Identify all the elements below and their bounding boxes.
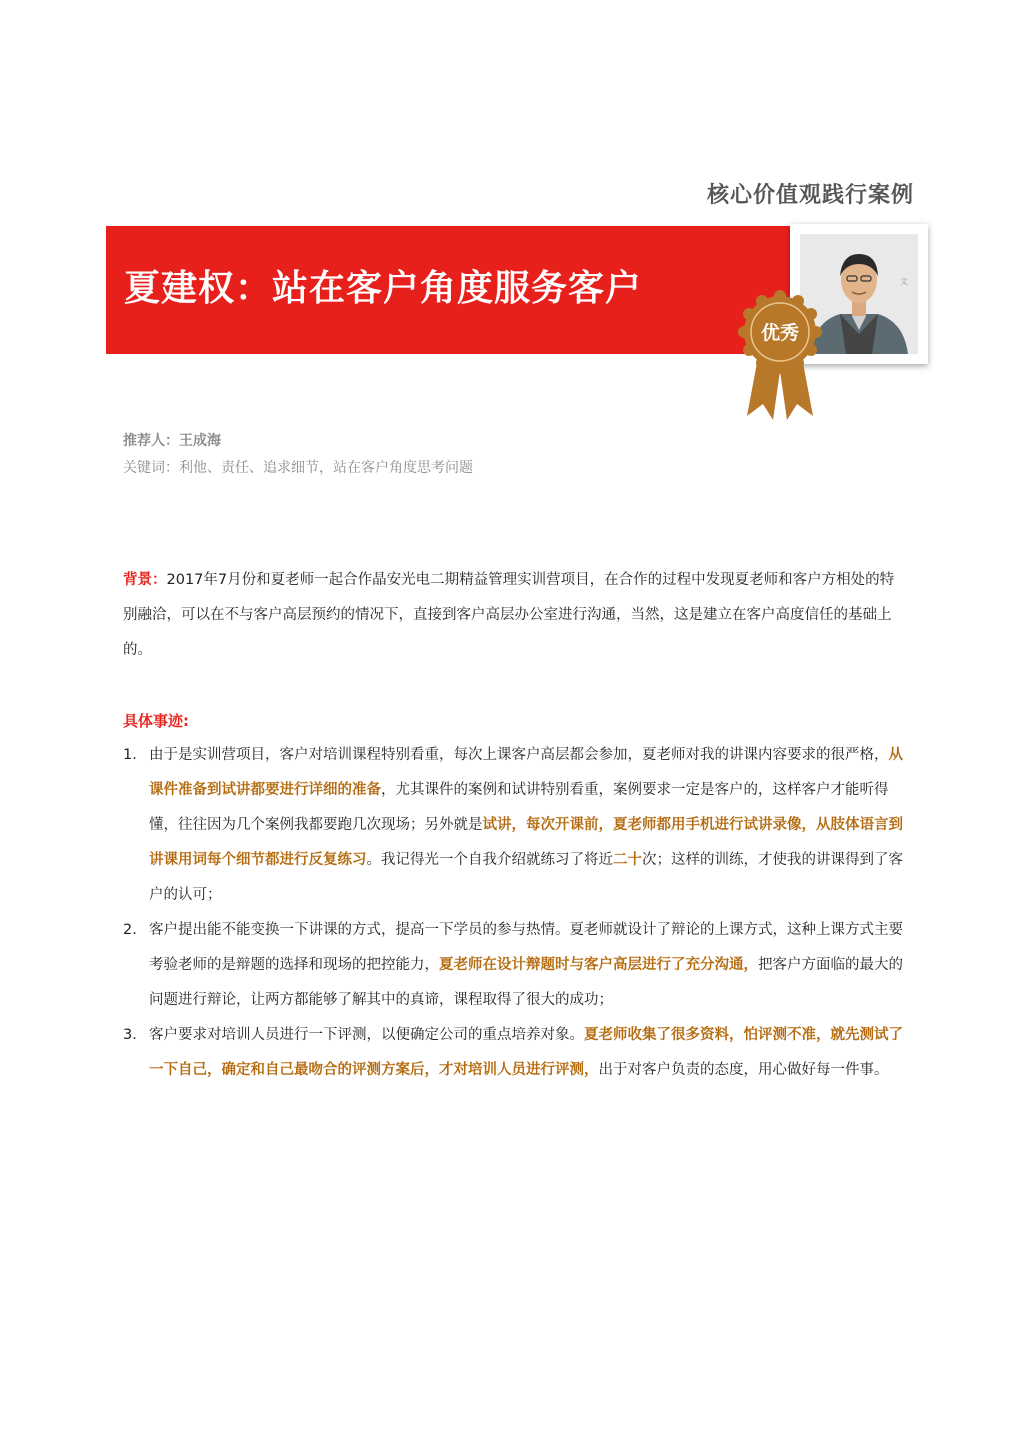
item-text: ，尤其课件的案例和试讲特别看重，案例要求一定是客户的，这样客户才能听得懂，往往因为几个案例我都要跑几次现场；另外就是 — [149, 782, 889, 833]
item-text: 。我记得光一个自我介绍就练习了将近 — [366, 852, 613, 868]
background-label: 背景： — [123, 572, 167, 588]
item-text: 次；这样的训练，才使我的讲课得到了客户的认可； — [149, 852, 903, 903]
item-text: 把客户方面临的最大的问题进行辩论，让两方都能够了解其中的真谛，课程取得了很大的成功； — [149, 957, 903, 1008]
list-item — [123, 913, 903, 1018]
title-banner — [106, 226, 806, 354]
item-text: 出于对客户负责的态度，用心做好每一件事。 — [598, 1062, 889, 1078]
highlight-text: 夏老师收集了很多资料，怕评测不准，就先测试了一下自己，确定和自己最吻合的评测方案后，才对培训人员进行评测， — [149, 1027, 903, 1078]
facts-list — [123, 738, 903, 1088]
highlight-text: 试讲，每次开课前，夏老师都用手机进行试讲录像，从肢体语言到讲课用词每个细节都进行反复练习 — [149, 817, 903, 868]
list-number: 1. — [123, 747, 137, 763]
list-item — [123, 1018, 903, 1088]
recommender-line: 推荐人：王成海 — [123, 433, 221, 449]
item-text: 由于是实训营项目，客户对培训课程特别看重，每次上课客户高层都会参加，夏老师对我的讲课内容要求的很严格， — [149, 747, 889, 763]
item-text: 客户要求对培训人员进行一下评测，以便确定公司的重点培养对象。 — [149, 1027, 584, 1043]
facts-heading: 具体事迹: — [123, 712, 189, 730]
highlight-text: 夏老师在设计辩题时与客户高层进行了充分沟通， — [439, 957, 758, 973]
list-number: 3. — [123, 1027, 137, 1043]
svg-text:文: 文 — [900, 277, 908, 286]
highlight-text: 二十 — [613, 852, 642, 868]
background-paragraph — [123, 563, 903, 668]
background-text: 2017年7月份和夏老师一起合作晶安光电二期精益管理实训营项目，在合作的过程中发现夏老师和客户方相处的特别融洽，可以在不与客户高层预约的情况下，直接到客户高层办公室进行沟通，当然，这是建立在客户高度信任的基础上的。 — [123, 572, 895, 658]
list-item — [123, 738, 903, 913]
item-text: 客户提出能不能变换一下讲课的方式，提高一下学员的参与热情。夏老师就设计了辩论的上课方式，这种上课方式主要考验老师的是辩题的选择和现场的把控能力， — [149, 922, 903, 973]
highlight-text: 从课件准备到试讲都要进行详细的准备 — [149, 747, 903, 798]
list-number: 2. — [123, 922, 137, 938]
ribbon-badge-icon — [733, 290, 827, 426]
badge-label: 优秀 — [760, 322, 800, 344]
keywords-line: 关键词：利他、责任、追求细节，站在客户角度思考问题 — [123, 460, 473, 476]
doc-type-heading: 核心价值观践行案例 — [706, 183, 914, 208]
banner-title: 夏建权：站在客户角度服务客户 — [124, 268, 643, 309]
